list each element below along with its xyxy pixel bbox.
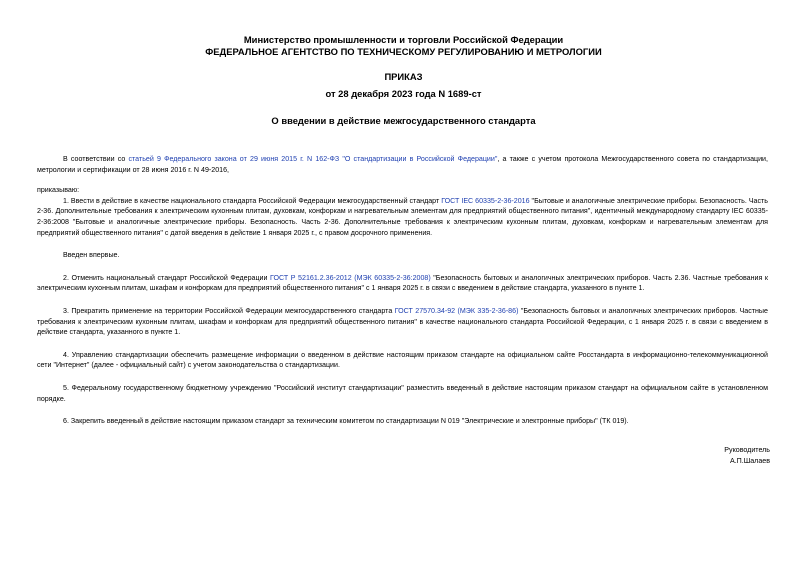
gost-r-52161-2-36-2012-link[interactable]: ГОСТ Р 52161.2.36-2012 (МЭК 60335-2-36:2008) (270, 273, 431, 282)
item-3-text-start: 3. Прекратить применение на территории Российской Федерации межгосударственного стандарта (63, 306, 395, 315)
document-type: ПРИКАЗ (384, 71, 423, 82)
item-1-text-start: 1. Ввести в действие в качестве национального стандарта Российской Федерации межгосударственный стандарт (63, 196, 442, 205)
agency-name: ФЕДЕРАЛЬНОЕ АГЕНТСТВО ПО ТЕХНИЧЕСКОМУ РЕГУЛИРОВАНИЮ И МЕТРОЛОГИИ (205, 46, 602, 57)
gost-27570-34-92-link[interactable]: ГОСТ 27570.34-92 (МЭК 335-2-36-86) (394, 306, 519, 315)
item-6-paragraph: 6. Закрепить введенный в действие настоящим приказом стандарт за техническим комитетом по стандартизации N 019 "Электрические и электронные приборы" (ТК 019). (63, 417, 629, 426)
signatory-title: Руководитель (724, 446, 770, 454)
ministry-name: Министерство промышленности и торговли Российской Федерации (243, 34, 564, 45)
preamble-text-start: В соответствии со (63, 155, 129, 163)
order-word: приказываю: (37, 186, 80, 195)
item-1-paragraph (37, 196, 768, 238)
document-subject: О введении в действие межгосударственного стандарта (271, 115, 536, 126)
item-2-text-end: "Безопасность бытовых и аналогичных электрических приборов. Часть 2.36. Частные требования к электрическим кухонным плитам, шкафам и конфоркам для предприятий общественного питания" с 1 января 2025 г. в связи с введением в действие стандарта, указанного в пункте 1. (37, 273, 768, 293)
gost-iec-60335-2-36-2016-link[interactable]: ГОСТ IEC 60335-2-36-2016 (441, 196, 530, 205)
item-5-paragraph: 5. Федеральному государственному бюджетному учреждению "Российский институт стандартизации" разместить введенный в действие настоящим приказом стандарт на официальном сайте в установленном порядке. (37, 383, 768, 403)
item-4-paragraph: 4. Управлению стандартизации обеспечить размещение информации о введенном в действие настоящим приказом стандарте на официальном сайте Росстандарта в информационно-телекоммуникационной сети "Интернет" (далее - официальный сайт) с учетом законодательства о стандартизации. (37, 350, 768, 370)
preamble-text-end: , а также с учетом протокола Межгосударственного совета по стандартизации, метрологии и сертификации от 28 июня 2016 г. N 49-2016, (37, 155, 768, 174)
item-2-text-start: 2. Отменить национальный стандарт Российской Федерации (63, 273, 271, 282)
signatory-name: А.П.Шалаев (729, 456, 770, 465)
item-1-text-end: "Бытовые и аналогичные электрические приборы. Безопасность. Часть 2-36. Дополнительные требования к электрическим кухонным плитам, духовкам, конфоркам и нагревательным элементам для предприятий общественного питания", идентичный международному стандарту IEC 60335-2-36:2008 "Бытовые и аналогичные электрические приборы. Безопасность. Часть 2-36. Дополнительные требования к электрическим кухонным плитам, духовкам, конфоркам и нагревательным элементам для предприятий общественного питания" с датой введения в действие 1 января 2025 г., с правом досрочного применения. (37, 196, 768, 237)
item-2-paragraph (37, 273, 768, 294)
introduced-first-note: Введен впервые. (63, 251, 120, 260)
preamble-paragraph (37, 154, 768, 175)
document-body (37, 154, 768, 427)
document-date-number: от 28 декабря 2023 года N 1689-ст (325, 88, 482, 99)
signature-block (724, 445, 770, 466)
federal-law-link[interactable]: статьей 9 Федерального закона от 29 июня 2015 г. N 162-ФЗ "О стандартизации в Российской Федерации" (128, 155, 498, 163)
item-3-text-end: "Безопасность бытовых и аналогичных электрических приборов. Частные требования к электрическим кухонным плитам, шкафам и конфоркам для предприятий общественного питания" в качестве национального стандарта Российской Федерации, с 1 января 2025 г. в связи с введением в действие стандарта, указанного в пункте 1. (37, 306, 768, 337)
item-3-paragraph (37, 306, 768, 338)
